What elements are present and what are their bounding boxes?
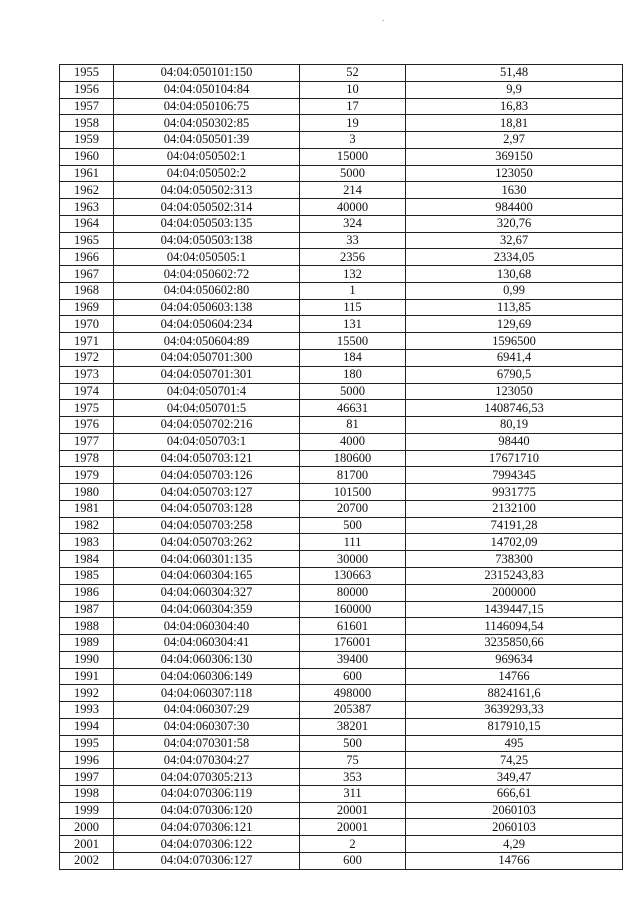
table-row — [60, 299, 623, 316]
row-number-cell: 1984 — [60, 551, 114, 568]
row-number-cell: 1991 — [60, 668, 114, 685]
table-row — [60, 551, 623, 568]
table-row — [60, 333, 623, 350]
cadastral-number-cell: 04:04:060307:118 — [114, 685, 300, 702]
row-number-cell: 1974 — [60, 383, 114, 400]
table-row — [60, 651, 623, 668]
area-cell: 184 — [300, 350, 406, 367]
area-cell: 600 — [300, 668, 406, 685]
row-number-cell: 1960 — [60, 148, 114, 165]
value-cell: 51,48 — [406, 65, 623, 82]
area-cell: 205387 — [300, 702, 406, 719]
cadastral-number-cell: 04:04:050703:126 — [114, 467, 300, 484]
table-row — [60, 316, 623, 333]
row-number-cell: 1970 — [60, 316, 114, 333]
area-cell: 311 — [300, 785, 406, 802]
value-cell: 320,76 — [406, 215, 623, 232]
area-cell: 80000 — [300, 584, 406, 601]
row-number-cell: 1983 — [60, 534, 114, 551]
cadastral-number-cell: 04:04:050502:1 — [114, 148, 300, 165]
value-cell: 17671710 — [406, 450, 623, 467]
cadastral-number-cell: 04:04:050703:258 — [114, 517, 300, 534]
value-cell: 4,29 — [406, 836, 623, 853]
table-row — [60, 500, 623, 517]
area-cell: 131 — [300, 316, 406, 333]
table-row — [60, 618, 623, 635]
value-cell: 3235850,66 — [406, 635, 623, 652]
row-number-cell: 1959 — [60, 132, 114, 149]
value-cell: 129,69 — [406, 316, 623, 333]
value-cell: 98440 — [406, 433, 623, 450]
value-cell: 2315243,83 — [406, 567, 623, 584]
table-row — [60, 350, 623, 367]
value-cell: 6941,4 — [406, 350, 623, 367]
value-cell: 0,99 — [406, 282, 623, 299]
row-number-cell: 1955 — [60, 65, 114, 82]
row-number-cell: 2000 — [60, 819, 114, 836]
value-cell: 7994345 — [406, 467, 623, 484]
area-cell: 180600 — [300, 450, 406, 467]
area-cell: 61601 — [300, 618, 406, 635]
row-number-cell: 1957 — [60, 98, 114, 115]
row-number-cell: 1996 — [60, 752, 114, 769]
cadastral-number-cell: 04:04:050502:313 — [114, 182, 300, 199]
row-number-cell: 1958 — [60, 115, 114, 132]
row-number-cell: 1967 — [60, 266, 114, 283]
value-cell: 18,81 — [406, 115, 623, 132]
area-cell: 1 — [300, 282, 406, 299]
value-cell: 74,25 — [406, 752, 623, 769]
cadastral-number-cell: 04:04:050701:5 — [114, 400, 300, 417]
area-cell: 176001 — [300, 635, 406, 652]
cadastral-number-cell: 04:04:050703:1 — [114, 433, 300, 450]
table-row — [60, 215, 623, 232]
row-number-cell: 1994 — [60, 718, 114, 735]
table-row — [60, 735, 623, 752]
cadastral-number-cell: 04:04:070306:119 — [114, 785, 300, 802]
row-number-cell: 1963 — [60, 199, 114, 216]
row-number-cell: 1992 — [60, 685, 114, 702]
area-cell: 600 — [300, 852, 406, 869]
cadastral-number-cell: 04:04:050703:262 — [114, 534, 300, 551]
cadastral-number-cell: 04:04:050703:127 — [114, 484, 300, 501]
table-row — [60, 635, 623, 652]
area-cell: 214 — [300, 182, 406, 199]
table-row — [60, 282, 623, 299]
row-number-cell: 1990 — [60, 651, 114, 668]
row-number-cell: 1979 — [60, 467, 114, 484]
value-cell: 2,97 — [406, 132, 623, 149]
row-number-cell: 2002 — [60, 852, 114, 869]
value-cell: 2060103 — [406, 802, 623, 819]
cadastral-number-cell: 04:04:050701:301 — [114, 366, 300, 383]
cadastral-number-cell: 04:04:060307:30 — [114, 718, 300, 735]
row-number-cell: 1986 — [60, 584, 114, 601]
cadastral-number-cell: 04:04:050602:80 — [114, 282, 300, 299]
cadastral-number-cell: 04:04:050703:121 — [114, 450, 300, 467]
cadastral-number-cell: 04:04:060306:130 — [114, 651, 300, 668]
area-cell: 19 — [300, 115, 406, 132]
row-number-cell: 1987 — [60, 601, 114, 618]
area-cell: 38201 — [300, 718, 406, 735]
cadastral-number-cell: 04:04:060304:359 — [114, 601, 300, 618]
table-row — [60, 584, 623, 601]
table-row — [60, 852, 623, 869]
table-row — [60, 199, 623, 216]
table-row — [60, 400, 623, 417]
row-number-cell: 1978 — [60, 450, 114, 467]
table-row — [60, 534, 623, 551]
cadastral-number-cell: 04:04:050104:84 — [114, 81, 300, 98]
row-number-cell: 1973 — [60, 366, 114, 383]
area-cell: 15000 — [300, 148, 406, 165]
table-row — [60, 752, 623, 769]
area-cell: 3 — [300, 132, 406, 149]
row-number-cell: 1971 — [60, 333, 114, 350]
table-row — [60, 98, 623, 115]
table-row — [60, 81, 623, 98]
value-cell: 1630 — [406, 182, 623, 199]
area-cell: 130663 — [300, 567, 406, 584]
area-cell: 180 — [300, 366, 406, 383]
table-row — [60, 836, 623, 853]
area-cell: 324 — [300, 215, 406, 232]
row-number-cell: 1998 — [60, 785, 114, 802]
area-cell: 353 — [300, 769, 406, 786]
table-row — [60, 685, 623, 702]
area-cell: 30000 — [300, 551, 406, 568]
row-number-cell: 1962 — [60, 182, 114, 199]
value-cell: 123050 — [406, 165, 623, 182]
cadastral-number-cell: 04:04:050101:150 — [114, 65, 300, 82]
table-row — [60, 467, 623, 484]
value-cell: 14766 — [406, 852, 623, 869]
value-cell: 369150 — [406, 148, 623, 165]
value-cell: 123050 — [406, 383, 623, 400]
value-cell: 495 — [406, 735, 623, 752]
area-cell: 4000 — [300, 433, 406, 450]
area-cell: 40000 — [300, 199, 406, 216]
row-number-cell: 2001 — [60, 836, 114, 853]
cadastral-number-cell: 04:04:070304:27 — [114, 752, 300, 769]
value-cell: 113,85 — [406, 299, 623, 316]
table-row — [60, 567, 623, 584]
cadastral-number-cell: 04:04:060306:149 — [114, 668, 300, 685]
area-cell: 160000 — [300, 601, 406, 618]
table-row — [60, 702, 623, 719]
area-cell: 5000 — [300, 165, 406, 182]
row-number-cell: 1956 — [60, 81, 114, 98]
value-cell: 6790,5 — [406, 366, 623, 383]
value-cell: 738300 — [406, 551, 623, 568]
cadastral-number-cell: 04:04:070306:122 — [114, 836, 300, 853]
area-cell: 2 — [300, 836, 406, 853]
area-cell: 5000 — [300, 383, 406, 400]
area-cell: 498000 — [300, 685, 406, 702]
table-row — [60, 65, 623, 82]
cadastral-number-cell: 04:04:050302:85 — [114, 115, 300, 132]
table-row — [60, 769, 623, 786]
area-cell: 46631 — [300, 400, 406, 417]
cadastral-number-cell: 04:04:050503:135 — [114, 215, 300, 232]
cadastral-number-cell: 04:04:060304:165 — [114, 567, 300, 584]
value-cell: 666,61 — [406, 785, 623, 802]
value-cell: 1146094,54 — [406, 618, 623, 635]
cadastral-number-cell: 04:04:070306:120 — [114, 802, 300, 819]
area-cell: 75 — [300, 752, 406, 769]
area-cell: 111 — [300, 534, 406, 551]
value-cell: 80,19 — [406, 417, 623, 434]
cadastral-number-cell: 04:04:060301:135 — [114, 551, 300, 568]
table-row — [60, 232, 623, 249]
cadastral-number-cell: 04:04:070301:58 — [114, 735, 300, 752]
table-row — [60, 383, 623, 400]
cadastral-number-cell: 04:04:050501:39 — [114, 132, 300, 149]
table-row — [60, 148, 623, 165]
value-cell: 349,47 — [406, 769, 623, 786]
table-body — [60, 65, 623, 870]
cadastral-number-cell: 04:04:060304:40 — [114, 618, 300, 635]
row-number-cell: 1995 — [60, 735, 114, 752]
cadastral-number-cell: 04:04:050502:314 — [114, 199, 300, 216]
value-cell: 2060103 — [406, 819, 623, 836]
cadastral-number-cell: 04:04:050603:138 — [114, 299, 300, 316]
row-number-cell: 1999 — [60, 802, 114, 819]
value-cell: 8824161,6 — [406, 685, 623, 702]
table-row — [60, 802, 623, 819]
table-row — [60, 819, 623, 836]
table-row — [60, 115, 623, 132]
cadastral-table — [59, 64, 623, 870]
cadastral-number-cell: 04:04:060307:29 — [114, 702, 300, 719]
cadastral-number-cell: 04:04:050703:128 — [114, 500, 300, 517]
table-row — [60, 366, 623, 383]
value-cell: 984400 — [406, 199, 623, 216]
cadastral-number-cell: 04:04:070306:127 — [114, 852, 300, 869]
table-row — [60, 249, 623, 266]
value-cell: 32,67 — [406, 232, 623, 249]
area-cell: 10 — [300, 81, 406, 98]
row-number-cell: 1976 — [60, 417, 114, 434]
value-cell: 14766 — [406, 668, 623, 685]
row-number-cell: 1981 — [60, 500, 114, 517]
value-cell: 969634 — [406, 651, 623, 668]
value-cell: 14702,09 — [406, 534, 623, 551]
cadastral-number-cell: 04:04:050602:72 — [114, 266, 300, 283]
value-cell: 1596500 — [406, 333, 623, 350]
cadastral-number-cell: 04:04:050604:234 — [114, 316, 300, 333]
value-cell: 2132100 — [406, 500, 623, 517]
cadastral-number-cell: 04:04:050604:89 — [114, 333, 300, 350]
table-row — [60, 601, 623, 618]
row-number-cell: 1968 — [60, 282, 114, 299]
row-number-cell: 1980 — [60, 484, 114, 501]
cadastral-number-cell: 04:04:050502:2 — [114, 165, 300, 182]
value-cell: 16,83 — [406, 98, 623, 115]
value-cell: 9,9 — [406, 81, 623, 98]
cadastral-number-cell: 04:04:050701:300 — [114, 350, 300, 367]
value-cell: 2000000 — [406, 584, 623, 601]
area-cell: 39400 — [300, 651, 406, 668]
table-row — [60, 785, 623, 802]
table-row — [60, 417, 623, 434]
row-number-cell: 1993 — [60, 702, 114, 719]
table-row — [60, 484, 623, 501]
scan-speck — [382, 20, 384, 21]
cadastral-number-cell: 04:04:050702:216 — [114, 417, 300, 434]
table-row — [60, 517, 623, 534]
table-row — [60, 165, 623, 182]
area-cell: 33 — [300, 232, 406, 249]
row-number-cell: 1997 — [60, 769, 114, 786]
table-row — [60, 132, 623, 149]
area-cell: 132 — [300, 266, 406, 283]
cadastral-number-cell: 04:04:060304:327 — [114, 584, 300, 601]
value-cell: 9931775 — [406, 484, 623, 501]
area-cell: 20001 — [300, 802, 406, 819]
area-cell: 17 — [300, 98, 406, 115]
value-cell: 74191,28 — [406, 517, 623, 534]
row-number-cell: 1985 — [60, 567, 114, 584]
area-cell: 115 — [300, 299, 406, 316]
area-cell: 2356 — [300, 249, 406, 266]
value-cell: 130,68 — [406, 266, 623, 283]
cadastral-number-cell: 04:04:070306:121 — [114, 819, 300, 836]
area-cell: 52 — [300, 65, 406, 82]
value-cell: 3639293,33 — [406, 702, 623, 719]
table-row — [60, 266, 623, 283]
cadastral-number-cell: 04:04:060304:41 — [114, 635, 300, 652]
row-number-cell: 1961 — [60, 165, 114, 182]
area-cell: 20001 — [300, 819, 406, 836]
cadastral-number-cell: 04:04:050505:1 — [114, 249, 300, 266]
table-row — [60, 450, 623, 467]
area-cell: 15500 — [300, 333, 406, 350]
area-cell: 500 — [300, 517, 406, 534]
table-row — [60, 182, 623, 199]
row-number-cell: 1989 — [60, 635, 114, 652]
area-cell: 81 — [300, 417, 406, 434]
row-number-cell: 1972 — [60, 350, 114, 367]
area-cell: 101500 — [300, 484, 406, 501]
row-number-cell: 1966 — [60, 249, 114, 266]
row-number-cell: 1982 — [60, 517, 114, 534]
value-cell: 1439447,15 — [406, 601, 623, 618]
row-number-cell: 1964 — [60, 215, 114, 232]
row-number-cell: 1988 — [60, 618, 114, 635]
cadastral-number-cell: 04:04:050503:138 — [114, 232, 300, 249]
area-cell: 81700 — [300, 467, 406, 484]
cadastral-number-cell: 04:04:050106:75 — [114, 98, 300, 115]
row-number-cell: 1977 — [60, 433, 114, 450]
value-cell: 817910,15 — [406, 718, 623, 735]
table-row — [60, 668, 623, 685]
row-number-cell: 1969 — [60, 299, 114, 316]
row-number-cell: 1975 — [60, 400, 114, 417]
cadastral-number-cell: 04:04:070305:213 — [114, 769, 300, 786]
table-row — [60, 433, 623, 450]
row-number-cell: 1965 — [60, 232, 114, 249]
cadastral-number-cell: 04:04:050701:4 — [114, 383, 300, 400]
area-cell: 500 — [300, 735, 406, 752]
area-cell: 20700 — [300, 500, 406, 517]
table-row — [60, 718, 623, 735]
value-cell: 2334,05 — [406, 249, 623, 266]
value-cell: 1408746,53 — [406, 400, 623, 417]
